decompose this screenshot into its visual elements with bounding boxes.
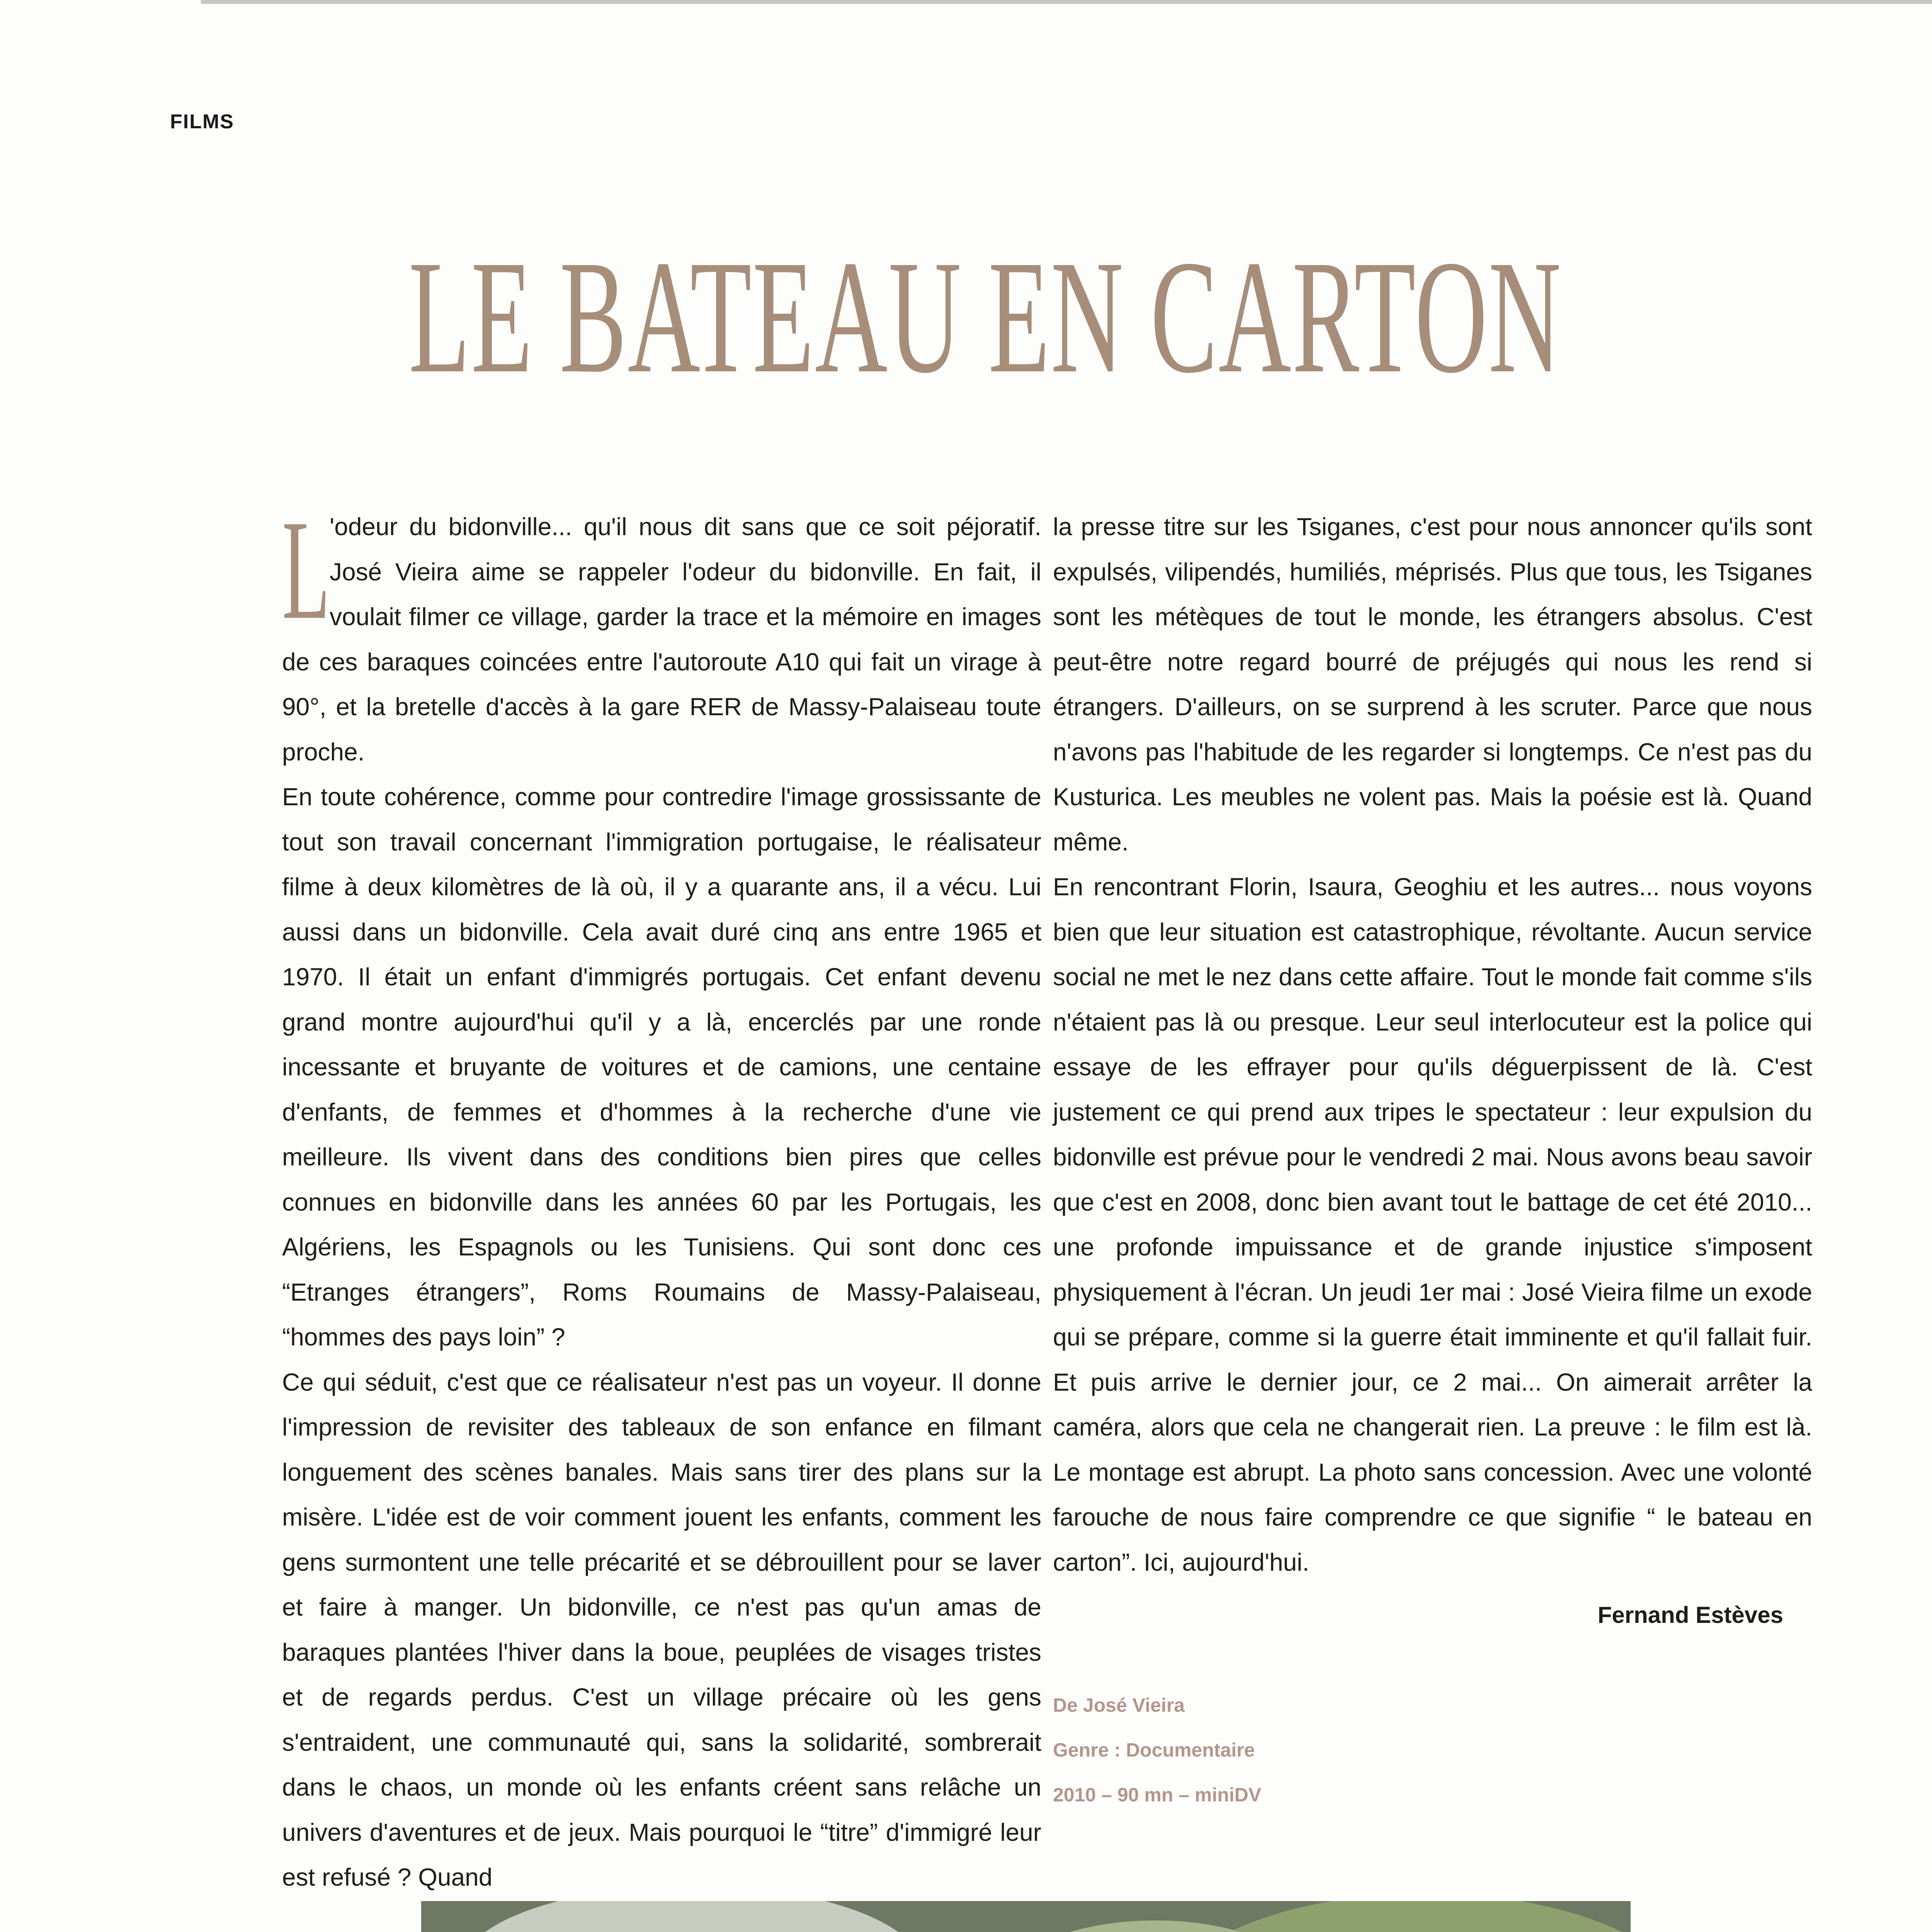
drop-cap: L [282, 491, 330, 649]
credit-tech: 2010 – 90 mn – miniDV [1053, 1784, 1262, 1806]
paragraph [282, 491, 1041, 774]
paragraph: Ce qui séduit, c'est que ce réalisateur n'est pas un voyeur. Il donne l'impression de revisiter des tableaux de son enfance en filmant longuement des scènes banales. Mais sans tirer des plans sur la misère. L'idée est de voir comment jouent les enfants, comment les gens surmontent une telle précarité et se débrouillent pour se laver et faire à manger. Un bidonville, ce n'est pas qu'un amas de baraques plantées l'hiver dans la boue, peuplées de visages tristes et de regards perdus. C'est un village précaire où les gens s'entraident, une communauté qui, sans la solidarité, sombrerait dans le chaos, un monde où les enfants créent sans relâche un univers d'aventures et de jeux. Mais pourquoi le “titre” d'immigré leur est refusé ? Quand [282, 1368, 1041, 1891]
credit-genre: Genre : Documentaire [1053, 1739, 1255, 1761]
photo-illustration [421, 1901, 1631, 1932]
section-label: FILMS [170, 111, 234, 133]
top-edge-rule [201, 0, 1932, 4]
film-still-photo [421, 1901, 1631, 1932]
paragraph: En rencontrant Florin, Isaura, Geoghiu et les autres... nous voyons bien que leur situation est catastrophique, révoltante. Aucun service social ne met le nez dans cette affaire. Tout le monde fait comme s'ils n'étaient pas là ou presque. Leur seul interlocuteur est la police qui essaye de les effrayer pour qu'ils déguerpissent de là. C'est justement ce qui prend aux tripes le spectateur : leur expulsion du bidonville est prévue pour le vendredi 2 mai. Nous avons beau savoir que c'est en 2008, donc bien avant tout le battage de cet été 2010... une profonde impuissance et de grande injustice s'imposent physiquement à l'écran. Un jeudi 1er mai : José Vieira filme un exode qui se prépare, comme si la guerre était imminente et qu'il fallait fuir. Et puis arrive le dernier jour, ce 2 mai... On aimerait arrêter la caméra, alors que cela ne changerait rien. La preuve : le film est là. Le montage est abrupt. La photo sans concession. Avec une volonté farouche de nous faire comprendre ce que signifie “ le bateau en carton”. Ici, aujourd'hui. [1053, 873, 1812, 1576]
paragraph: En toute cohérence, comme pour contredire l'image grossissante de tout son travail concernant l'immigration portugaise, le réalisateur filme à deux kilomètres de là où, il y a quarante ans, il a vécu. Lui aussi dans un bidonville. Cela avait duré cinq ans entre 1965 et 1970. Il était un enfant d'immigrés portugais. Cet enfant devenu grand montre aujourd'hui qu'il y a là, encerclés par une ronde incessante et bruyante de voitures et de camions, une centaine d'enfants, de femmes et d'hommes à la recherche d'une vie meilleure. Ils vivent dans des conditions bien pires que celles connues en bidonville dans les années 60 par les Portugais, les Algériens, les Espagnols ou les Tunisiens. Qui sont donc ces “Etranges étrangers”, Roms Roumains de Massy-Palaiseau, “hommes des pays loin” ? [282, 783, 1041, 1351]
credit-director: De José Vieira [1053, 1694, 1185, 1716]
paragraph: la presse titre sur les Tsiganes, c'est pour nous annoncer qu'ils sont expulsés, vilipendés, humiliés, méprisés. Plus que tous, les Tsiganes sont les métèques de tout le monde, les étrangers absolus. C'est peut-être notre regard bourré de préjugés qui nous les rend si étrangers. D'ailleurs, on se surprend à les scruter. Parce que nous n'avons pas l'habitude de les regarder si longtemps. Ce n'est pas du Kusturica. Les meubles ne volent pas. Mais la poésie est là. Quand même. [1053, 513, 1812, 856]
article-left-column [282, 491, 1041, 1900]
article-right-column [1053, 504, 1812, 1585]
author-signature: Fernand Estèves [1597, 1602, 1783, 1628]
article-title: LE BATEAU EN CARTON [408, 227, 1562, 406]
paragraph-text: 'odeur du bidonville... qu'il nous dit sans que ce soit péjoratif. José Vieira aime se rappeler l'odeur du bidonville. En fait, il voulait filmer ce village, garder la trace et la mémoire en images de ces baraques coincées entre l'autoroute A10 qui fait un virage à 90°, et la bretelle d'accès à la gare RER de Massy-Palaiseau toute proche. [282, 513, 1041, 766]
film-credits [1053, 1683, 1261, 1817]
